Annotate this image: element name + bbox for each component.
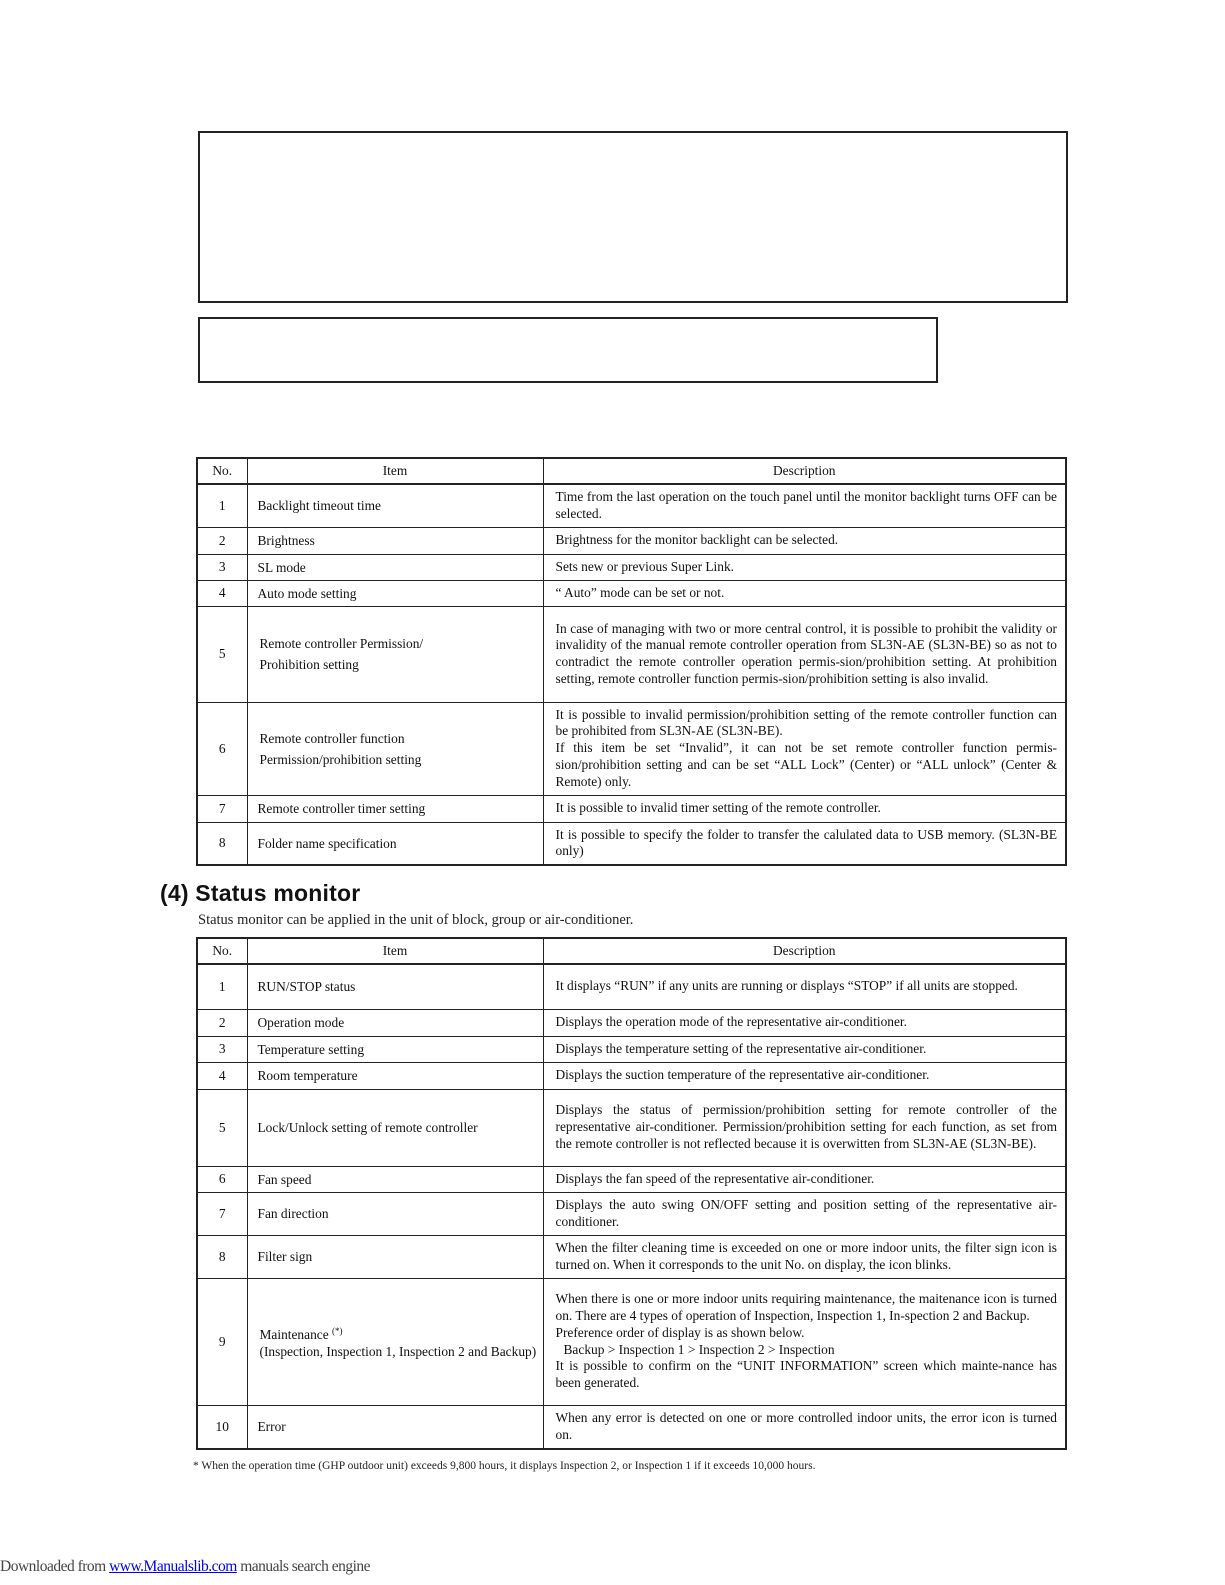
row-description-line: Preference order of display is as shown below.: [555, 1324, 805, 1340]
row-item-line: Remote controller Permission/: [259, 636, 424, 652]
row-description: [543, 1278, 1066, 1405]
row-item: Temperature setting: [247, 1036, 543, 1062]
row-no: 1: [197, 964, 247, 1009]
row-item: Auto mode setting: [247, 580, 543, 606]
row-item: [247, 1278, 543, 1405]
row-description: Displays the status of permission/prohibition setting for remote controller of the representative air-conditioner. Permission/prohibition setting for each function, as set from the remote controller is not reflected because it is overwitten from SL3N-AE (SL3N-BE).: [543, 1089, 1066, 1166]
table-row: [197, 822, 1066, 865]
row-no: 6: [197, 1166, 247, 1192]
row-no: 4: [197, 1062, 247, 1089]
download-prefix: Downloaded from: [0, 1558, 110, 1575]
download-suffix: manuals search engine: [236, 1558, 371, 1575]
table-row: [197, 1062, 1066, 1089]
header-item: Item: [247, 938, 543, 964]
row-item: Error: [247, 1405, 543, 1449]
section-subtitle: Status monitor can be applied in the unit of block, group or air-conditioner.: [198, 912, 634, 928]
row-description: Brightness for the monitor backlight can be selected.: [543, 527, 1066, 554]
row-description: Displays the operation mode of the representative air-conditioner.: [543, 1009, 1066, 1036]
table-row: [197, 1235, 1066, 1278]
row-description: Time from the last operation on the touch panel until the monitor backlight turns OFF can be selected.: [543, 484, 1066, 527]
table-row: [197, 1278, 1066, 1405]
row-item-line: [260, 1323, 543, 1343]
table-row: [197, 484, 1066, 527]
row-item-line: Permission/prohibition setting: [259, 751, 422, 767]
row-description-line: It is possible to confirm on the “UNIT INFORMATION” screen which mainte-nance has been generated.: [555, 1358, 1057, 1391]
footnote: * When the operation time (GHP outdoor unit) exceeds 9,800 hours, it displays Inspection 2, or Inspection 1 if it exceeds 10,000 hours.: [193, 1460, 816, 1472]
table-row: [197, 795, 1066, 822]
row-item: SL mode: [247, 554, 543, 580]
row-item-line: (Inspection, Inspection 1, Inspection 2 and Backup): [259, 1344, 537, 1359]
manualslib-link[interactable]: www.Manualslib.com: [109, 1558, 237, 1575]
row-item: Room temperature: [247, 1062, 543, 1089]
row-item-line: Prohibition setting: [259, 657, 359, 673]
row-description: When any error is detected on one or more controlled indoor units, the error icon is turned on.: [543, 1405, 1066, 1449]
footnote-mark: (*): [332, 1326, 343, 1336]
row-description: When the filter cleaning time is exceeded on one or more indoor units, the filter sign icon is turned on. When it corresponds to the unit No. on display, the icon blinks.: [543, 1235, 1066, 1278]
table-row: [197, 702, 1066, 795]
table-row: [197, 580, 1066, 606]
row-description: In case of managing with two or more central control, it is possible to prohibit the validity or invalidity of the manual remote controller operation from SL3N-AE (SL3N-BE) so as not to contradict the remote controller operation permis-sion/prohibition setting. At prohibition setting, remote controller function permis-sion/prohibition setting is also invalid.: [543, 606, 1066, 702]
row-no: 2: [197, 1009, 247, 1036]
row-item: [247, 606, 543, 702]
table-row: [197, 606, 1066, 702]
row-description: It displays “RUN” if any units are running or displays “STOP” if all units are stopped.: [543, 964, 1066, 1009]
status-monitor-table: [196, 937, 1067, 1450]
table-row: [197, 1089, 1066, 1166]
row-no: 4: [197, 580, 247, 606]
download-notice: [0, 1558, 370, 1576]
row-description-line: Backup > Inspection 1 > Inspection 2 > Inspection: [563, 1341, 835, 1357]
row-no: 2: [197, 527, 247, 554]
table-header-row: [197, 938, 1066, 964]
row-no: 5: [197, 606, 247, 702]
row-no: 8: [197, 1235, 247, 1278]
row-description: Displays the temperature setting of the representative air-conditioner.: [543, 1036, 1066, 1062]
table-row: [197, 1009, 1066, 1036]
row-item: Fan speed: [247, 1166, 543, 1192]
table-row: [197, 1192, 1066, 1235]
blank-box-top: [198, 131, 1068, 303]
table-row: [197, 1036, 1066, 1062]
row-description: Sets new or previous Super Link.: [543, 554, 1066, 580]
row-description: Displays the fan speed of the representative air-conditioner.: [543, 1166, 1066, 1192]
row-item-line: Remote controller function: [259, 730, 405, 746]
row-no: 9: [197, 1278, 247, 1405]
row-no: 1: [197, 484, 247, 527]
settings-table: [196, 457, 1067, 866]
header-description: Description: [543, 938, 1066, 964]
row-description-line: It is possible to invalid permission/prohibition setting of the remote controller function can be prohibited from SL3N-AE (SL3N-BE).: [555, 706, 1057, 739]
row-item: Fan direction: [247, 1192, 543, 1235]
row-item: RUN/STOP status: [247, 964, 543, 1009]
row-no: 6: [197, 702, 247, 795]
header-item: Item: [247, 458, 543, 484]
table-row: [197, 527, 1066, 554]
row-description: Displays the auto swing ON/OFF setting and position setting of the representative air-conditioner.: [543, 1192, 1066, 1235]
header-no: No.: [197, 938, 247, 964]
section-heading: (4) Status monitor: [160, 880, 361, 906]
row-item: Remote controller timer setting: [247, 795, 543, 822]
table-row: [197, 964, 1066, 1009]
row-item: Brightness: [247, 527, 543, 554]
row-no: 7: [197, 795, 247, 822]
row-no: 8: [197, 822, 247, 865]
row-description: It is possible to specify the folder to transfer the calulated data to USB memory. (SL3N-BE only): [543, 822, 1066, 865]
row-description: [543, 702, 1066, 795]
row-item: Operation mode: [247, 1009, 543, 1036]
table-header-row: [197, 458, 1066, 484]
header-description: Description: [543, 458, 1066, 484]
maintenance-label: Maintenance: [259, 1327, 329, 1342]
row-no: 5: [197, 1089, 247, 1166]
row-no: 3: [197, 1036, 247, 1062]
header-no: No.: [197, 458, 247, 484]
row-item: Lock/Unlock setting of remote controller: [247, 1089, 543, 1166]
table-row: [197, 1166, 1066, 1192]
table-row: [197, 554, 1066, 580]
row-description: It is possible to invalid timer setting of the remote controller.: [543, 795, 1066, 822]
row-item: Backlight timeout time: [247, 484, 543, 527]
table-row: [197, 1405, 1066, 1449]
row-description: “ Auto” mode can be set or not.: [543, 580, 1066, 606]
row-description-line: If this item be set “Invalid”, it can not be set remote controller function permis-sion/prohibition setting and can be set “ALL Lock” (Center) or “ALL unlock” (Center & Remote) only.: [555, 740, 1057, 789]
row-item: Folder name specification: [247, 822, 543, 865]
row-item: Filter sign: [247, 1235, 543, 1278]
row-no: 3: [197, 554, 247, 580]
row-description-line: When there is one or more indoor units requiring maintenance, the maitenance icon is turned on. There are 4 types of operation of Inspection, Inspection 1, In-spection 2 and Backup.: [555, 1291, 1057, 1323]
row-item: [247, 702, 543, 795]
row-description: Displays the suction temperature of the representative air-conditioner.: [543, 1062, 1066, 1089]
blank-box-middle: [198, 317, 938, 383]
row-no: 7: [197, 1192, 247, 1235]
row-no: 10: [197, 1405, 247, 1449]
